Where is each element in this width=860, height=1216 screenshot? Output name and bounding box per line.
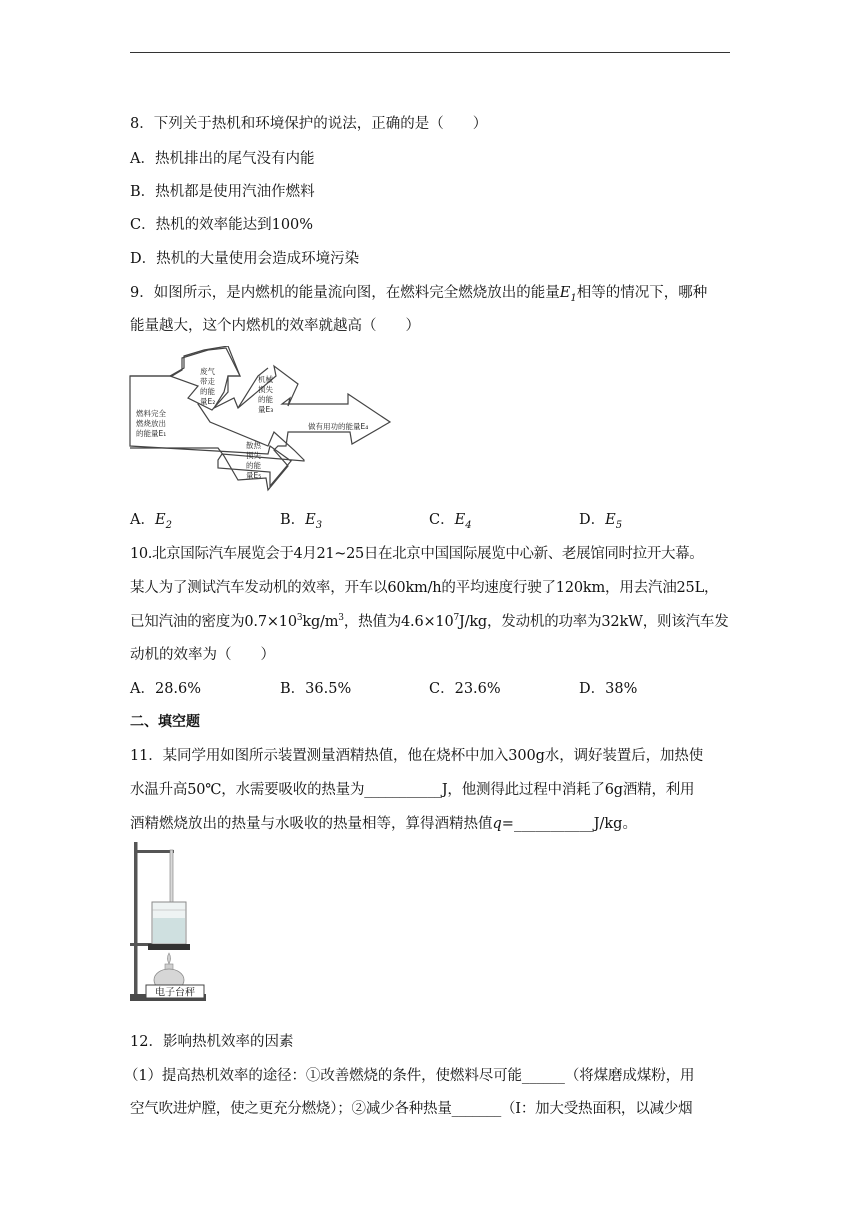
q11-line1: 11．某同学用如图所示装置测量酒精热值，他在烧杯中加入300g水，调好装置后，加热使 [130,748,704,764]
diagram-heat-l1: 散热 [246,441,261,450]
alcohol-heating-apparatus [128,840,208,1004]
q10-option-d: D．38% [579,681,638,697]
q10-option-a: A．28.6% [130,681,202,697]
q8-option-c: C．热机的效率能达到100% [130,217,314,233]
electronic-scale-label: 电子台秤 [155,987,195,999]
q9-option-d: D．$E_5$ [579,512,623,531]
diagram-exhaust-l3: 的能 [200,387,215,396]
diagram-heat-l2: 损失 [246,451,261,460]
diagram-fuel-l2: 燃烧放出 [136,419,166,428]
diagram-mech-l3: 的能 [258,395,273,404]
q12-title: 12．影响热机效率的因素 [130,1034,294,1050]
q10-option-c: C．23.6% [429,681,501,697]
q10-line1: 10.北京国际汽车展览会于4月21~25日在北京中国国际展览中心新、老展馆同时拉开大幕。 [130,546,704,562]
diagram-fuel-l1: 燃料完全 [136,409,166,418]
stand-rod [134,842,138,994]
diagram-exhaust-l2: 带走 [200,377,215,386]
q9-e1-symbol: $E_1$ [559,285,577,304]
q8-option-d: D．热机的大量使用会造成环境污染 [130,251,360,267]
q10-line4: 动机的效率为（ ） [130,647,275,663]
q8-option-a: A．热机排出的尾气没有内能 [130,151,315,167]
diagram-mech-l4: 量E₃ [258,405,274,414]
header-rule [130,52,730,53]
q9-option-a: A．$E_2$ [130,512,172,531]
section-fill-in-title: 二、填空题 [130,714,200,730]
q9-option-c: C．$E_4$ [429,512,472,531]
diagram-mech-l2: 损失 [258,385,273,394]
diagram-heat-l4: 量E₅ [246,471,262,480]
q11-line2: 水温升高50℃，水需要吸收的热量为___________J，他测得此过程中消耗了6g酒精，利用 [130,782,695,798]
diagram-useful: 做有用功的能量E₄ [308,422,369,431]
q8-stem: 8．下列关于热机和环境保护的说法，正确的是（ ） [130,116,488,132]
q9-option-b: B．$E_3$ [280,512,323,531]
q10-line3: 已知汽油的密度为$0.7\times 10^3kg/m^3$，热值为$4.6\times 10^7J/kg$，发动机的功率为32kW，则该汽车发 [130,613,729,630]
diagram-mech-l1: 机械 [258,375,273,384]
q9-stem-line1: 9．如图所示，是内燃机的能量流向图，在燃料完全燃烧放出的能量$E_1$相等的情况下，哪种 [130,285,708,304]
diagram-exhaust-l4: 量E₂ [200,397,216,406]
q11-line3: 酒精燃烧放出的热量与水吸收的热量相等，算得酒精热值q=___________J/kg。 [130,816,637,832]
diagram-heat-l3: 的能 [246,461,261,470]
wire-gauze [148,944,190,950]
diagram-exhaust-l1: 废气 [200,367,215,376]
q12-line2: 空气吹进炉膛，使之更充分燃烧）；②减少各种热量_______（I：加大受热面积，以减少烟 [130,1101,693,1117]
beaker-water [153,918,185,943]
q9-stem-line2: 能量越大，这个内燃机的效率就越高（ ） [130,318,420,334]
stand-clamp-arm [134,850,174,853]
q8-option-b: B．热机都是使用汽油作燃料 [130,184,315,200]
alcohol-lamp-flame [168,953,171,964]
diagram-fuel-l3: 的能量E₁ [136,429,167,438]
q10-line2: 某人为了测试汽车发动机的效率，开车以60km/h的平均速度行驶了120km，用去汽油25L， [130,580,719,596]
energy-flow-diagram [128,346,393,494]
q10-option-b: B．36.5% [280,681,352,697]
q12-line1: （1）提高热机效率的途径：①改善燃烧的条件，使燃料尽可能______（将煤磨成煤粉，用 [124,1068,695,1084]
